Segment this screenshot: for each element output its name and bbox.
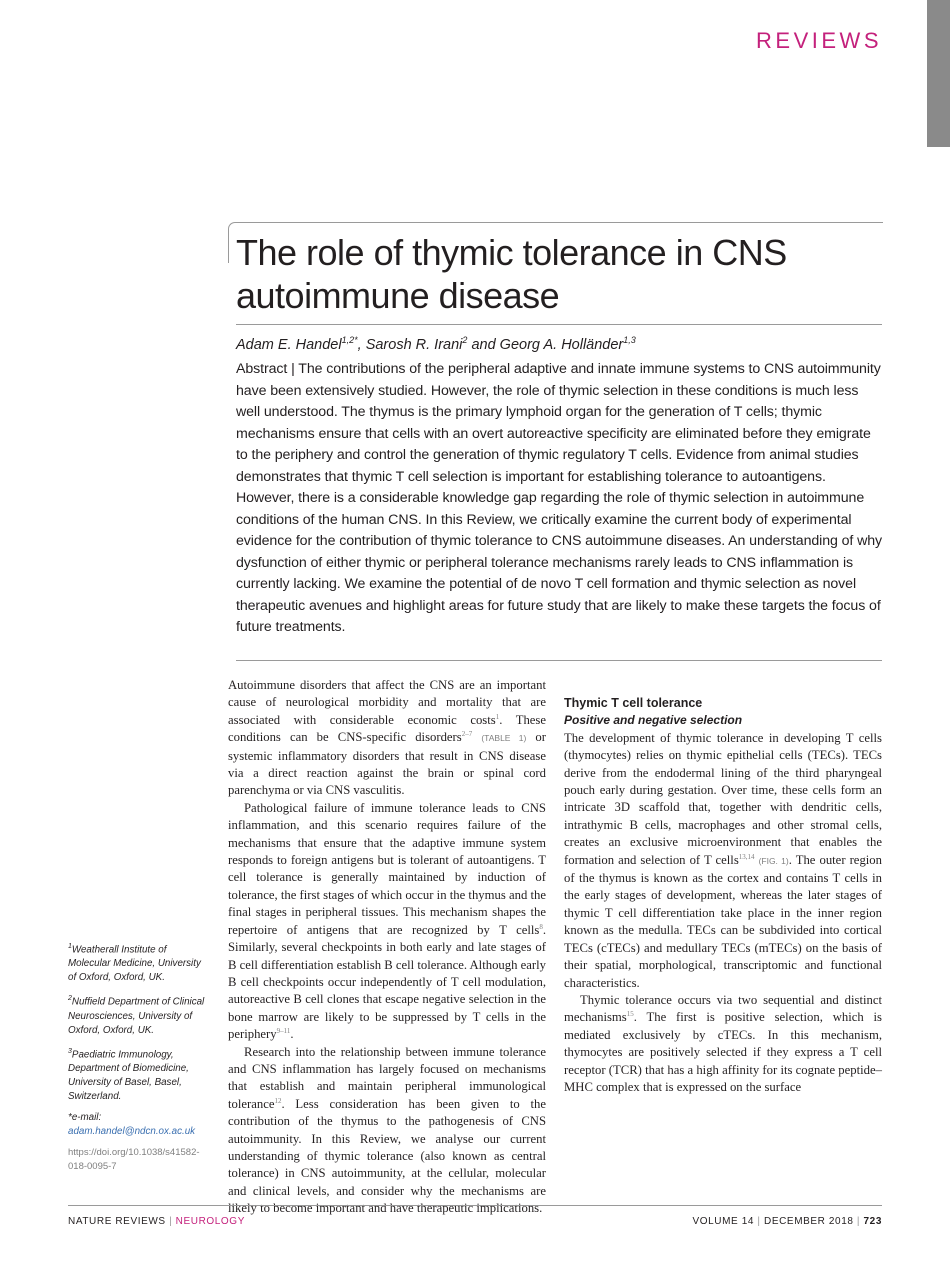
doi-link[interactable]: https://doi.org/10.1038/s41582-018-0095-7 xyxy=(68,1146,200,1172)
author-separator: , xyxy=(357,336,366,353)
author-affil: 1,3 xyxy=(623,335,636,345)
footer-divider xyxy=(68,1205,882,1206)
footer-separator: | xyxy=(169,1216,173,1227)
footer-journal xyxy=(68,1216,245,1227)
abstract: Abstract | The contributions of the peripheral adaptive and innate immune systems to CNS autoimmunity have been extensively studied. However, the role of thymic selection in these conditions is much less well understood. The thymus is the primary lymphoid organ for the generation of T cells; thymic mechanisms ensure that cells with an overt autoreactive specificity are eliminated before they emigrate to the periphery and control the generation of thymic regulatory T cells. Evidence from animal studies demonstrates that thymic T cell selection is important for establishing tolerance to autoantigens. However, there is a considerable knowledge gap regarding the role of thymic selection in autoimmune conditions of the human CNS. In this Review, we critically examine the current body of experimental evidence for the contribution of thymic tolerance to CNS autoimmune diseases. An understanding of why dysfunction of either thymic or peripheral tolerance mechanisms rarely leads to CNS inflammation is currently lacking. We examine the potential of de novo T cell formation and thymic selection as novel therapeutic avenues and highlight areas for future study that are likely to make these targets the focus of future treatments. xyxy=(236,361,883,635)
page-number: 723 xyxy=(863,1216,882,1227)
issue-date: DECEMBER 2018 xyxy=(764,1216,854,1227)
figure-link[interactable]: (FIG. 1) xyxy=(758,855,789,866)
citation-link[interactable]: 8 xyxy=(539,922,543,931)
abstract-divider xyxy=(236,660,882,661)
section-tab-marker xyxy=(927,0,950,147)
article-title: The role of thymic tolerance in CNS autoimmune disease xyxy=(236,232,787,316)
citation-link[interactable]: 1 xyxy=(495,712,500,721)
affiliations xyxy=(68,940,208,1181)
section-heading: Thymic T cell tolerance xyxy=(564,696,703,710)
body-column-left xyxy=(228,677,546,1218)
body-paragraph: Autoimmune disorders that affect the CNS are an important cause of neurological morbidity and mortality that are associated with considerable economic costs$^1$. These conditions can be CNS-specific disorders$^{2-7}$ (TABLE 1) or systemic inflammatory disorders that result in CNS disease via a direct reaction against the brain or spinal cord parenchyma or via CNS vasculitis. xyxy=(228,678,546,798)
citation-link[interactable]: 15 xyxy=(626,1010,634,1019)
body-paragraph: Pathological failure of immune tolerance leads to CNS inflammation, and this scenario requires failure of the mechanisms that ensure that the adaptive immune system responds to foreign antigens but is tolerant of autoantigens. T cell tolerance is generally maintained by induction of tolerance, the first stages of which occur in the thymus and the final stages in peripheral tissues. This mechanism shapes the repertoire of antigens that are recognized by T cells$^8$. Similarly, several checkpoints in both early and late stages of B cell differentiation establish B cell tolerance. Although early B cell checkpoints occur independently of T cell modulation, autoreactive B cell clones that escape negative selection in the bone marrow are likely to be suppressed by T cells in the periphery$^{9-11}$. xyxy=(228,800,546,1042)
subsection-heading: Positive and negative selection xyxy=(564,713,743,728)
journal-section: NEUROLOGY xyxy=(175,1216,245,1227)
contact-email: *e-mail: adam.handel@ndcn.ox.ac.uk xyxy=(68,1111,196,1137)
author-name: Sarosh R. Irani xyxy=(365,336,463,353)
journal-name: NATURE REVIEWS xyxy=(68,1216,166,1227)
email-link[interactable]: adam.handel@ndcn.ox.ac.uk xyxy=(68,1125,196,1137)
affiliation: $^3$Paediatric Immunology, Department of Biomedicine, University of Basel, Basel, Switzerland. xyxy=(68,1047,189,1102)
corresponding-mark: * xyxy=(354,335,358,345)
table-link[interactable]: (TABLE 1) xyxy=(481,733,527,744)
footer-separator: | xyxy=(856,1216,861,1227)
affiliation: $^2$Nuffield Department of Clinical Neurosciences, University of Oxford, Oxford, UK. xyxy=(68,995,205,1036)
footer-separator: | xyxy=(757,1216,761,1227)
author-name: Adam E. Handel xyxy=(236,336,342,353)
section-label: REVIEWS xyxy=(756,28,882,53)
author-list xyxy=(236,330,636,355)
body-column-right xyxy=(564,677,882,1096)
footer-issue xyxy=(692,1216,882,1227)
body-paragraph: Thymic tolerance occurs via two sequential and distinct mechanisms$^{15}$. The first is positive selection, which is mediated exclusively by cTECs. In this mechanism, thymocytes are positively selected if they express a T cell receptor (TCR) that has a high affinity for its cognate peptide–MHC complex that is expressed on the surface xyxy=(564,992,882,1094)
author-separator: and xyxy=(467,336,500,353)
body-paragraph: The development of thymic tolerance in developing T cells (thymocytes) relies on thymic epithelial cells (TECs). TECs derive from the endodermal lining of the third pharyngeal pouch early during gestation. Over time, these cells form an intricate 3D scaffold that, together with dendritic cells, intrathymic B cells, macrophages and other stromal cells, creates an exclusive microenvironment that enables the formation and selection of T cells$^{13,14}$ (FIG. 1). The outer region of the thymus is known as the cortex and contains T cells in the early stages of development, whereas the later stages of thymic T cell differentiation take place in the inner region known as the medulla. TECs can be subdivided into cortical TECs (cTECs) and medullary TECs (mTECs) on the basis of their spatial, morphological, transcriptomic and functional characteristics. xyxy=(564,730,882,990)
citation-link[interactable]: 12 xyxy=(274,1096,282,1105)
affiliation: $^1$Weatherall Institute of Molecular Medicine, University of Oxford, Oxford, UK. xyxy=(68,943,201,984)
author-affil: 1,2 xyxy=(341,335,355,345)
title-divider xyxy=(236,324,882,325)
volume: VOLUME 14 xyxy=(692,1216,755,1227)
author-affil: 2 xyxy=(462,335,468,345)
author-name: Georg A. Holländer xyxy=(499,336,624,353)
citation-link[interactable]: 2–7 xyxy=(461,729,473,738)
citation-link[interactable]: 13,14 xyxy=(738,852,755,861)
citation-link[interactable]: 9–11 xyxy=(276,1026,291,1035)
body-paragraph: Research into the relationship between immune tolerance and CNS inflammation has largely focused on mechanisms that establish and maintain peripheral immunological tolerance$^{12}$. Less consideration has been given to the contribution of the thymus to the pathogenesis of CNS autoimmunity. In this Review, we analyse our current understanding of thymic tolerance (also known as central tolerance) in CNS autoimmunity, at the cellular, molecular and clinical levels, and consider why the mechanisms are likely to become important and have therapeutic implications. xyxy=(228,1044,546,1216)
